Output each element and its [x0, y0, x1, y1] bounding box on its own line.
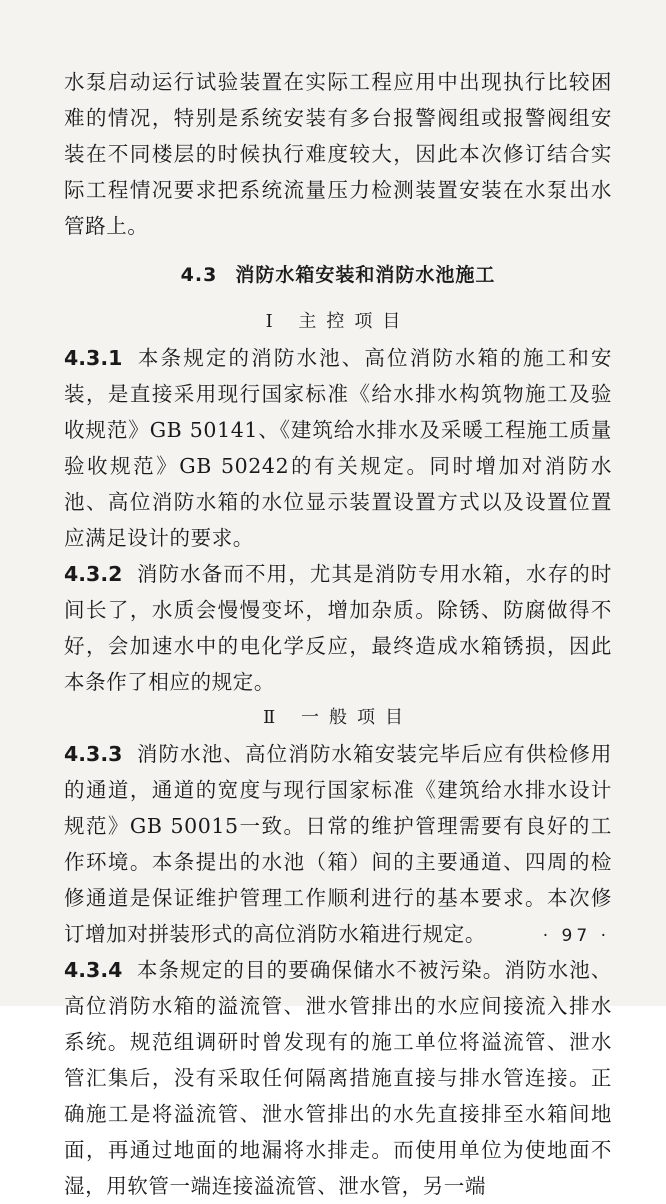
page-number: · 97 ·	[542, 926, 610, 946]
clause-text: 消防水池、高位消防水箱安装完毕后应有供检修用的通道，通道的宽度与现行国家标准《建筑给水排水设计规范》GB 50015一致。日常的维护管理需要有良好的工作环境。本条提出的水池（箱）间的主要通道、四周的检修通道是保证维护管理工作顺利进行的基本要求。本次修订增加对拼装形式的高位消防水箱进行规定。	[64, 742, 612, 946]
subsection-heading-main-control: Ⅰ 主控项目	[265, 311, 411, 332]
clause-4-3-4	[64, 952, 612, 1204]
clause-4-3-2	[64, 556, 612, 700]
clause-text: 本条规定的消防水池、高位消防水箱的施工和安装，是直接采用现行国家标准《给水排水构筑物施工及验收规范》GB 50141、《建筑给水排水及采暖工程施工质量验收规范》GB 50242的有关规定。同时增加对消防水池、高位消防水箱的水位显示装置设置方式以及设置位置应满足设计的要求。	[64, 346, 612, 550]
section-number: 4.3	[180, 264, 218, 286]
subsection-heading-general: Ⅱ 一般项目	[263, 707, 413, 728]
intro-paragraph: 水泵启动运行试验装置在实际工程应用中出现执行比较困难的情况，特别是系统安装有多台报警阀组或报警阀组安装在不同楼层的时候执行难度较大，因此本次修订结合实际工程情况要求把系统流量压力检测装置安装在水泵出水管路上。	[64, 70, 612, 238]
page-content	[64, 64, 612, 1204]
clause-4-3-3	[64, 736, 612, 952]
clause-number: 4.3.3	[64, 742, 123, 766]
clause-number: 4.3.4	[64, 958, 123, 982]
clause-4-3-1	[64, 340, 612, 556]
clause-text: 本条规定的目的要确保储水不被污染。消防水池、高位消防水箱的溢流管、泄水管排出的水应间接流入排水系统。规范组调研时曾发现有的施工单位将溢流管、泄水管汇集后，没有采取任何隔离措施直接与排水管连接。正确施工是将溢流管、泄水管排出的水先直接排至水箱间地面，再通过地面的地漏将水排走。而使用单位为使地面不湿，用软管一端连接溢流管、泄水管，另一端	[64, 958, 612, 1198]
clause-number: 4.3.1	[64, 346, 123, 370]
section-heading	[64, 260, 612, 290]
section-title: 消防水箱安装和消防水池施工	[235, 264, 496, 286]
clause-text: 消防水备而不用，尤其是消防专用水箱，水存的时间长了，水质会慢慢变坏，增加杂质。除锈、防腐做得不好，会加速水中的电化学反应，最终造成水箱锈损，因此本条作了相应的规定。	[64, 562, 612, 694]
clause-number: 4.3.2	[64, 562, 123, 586]
